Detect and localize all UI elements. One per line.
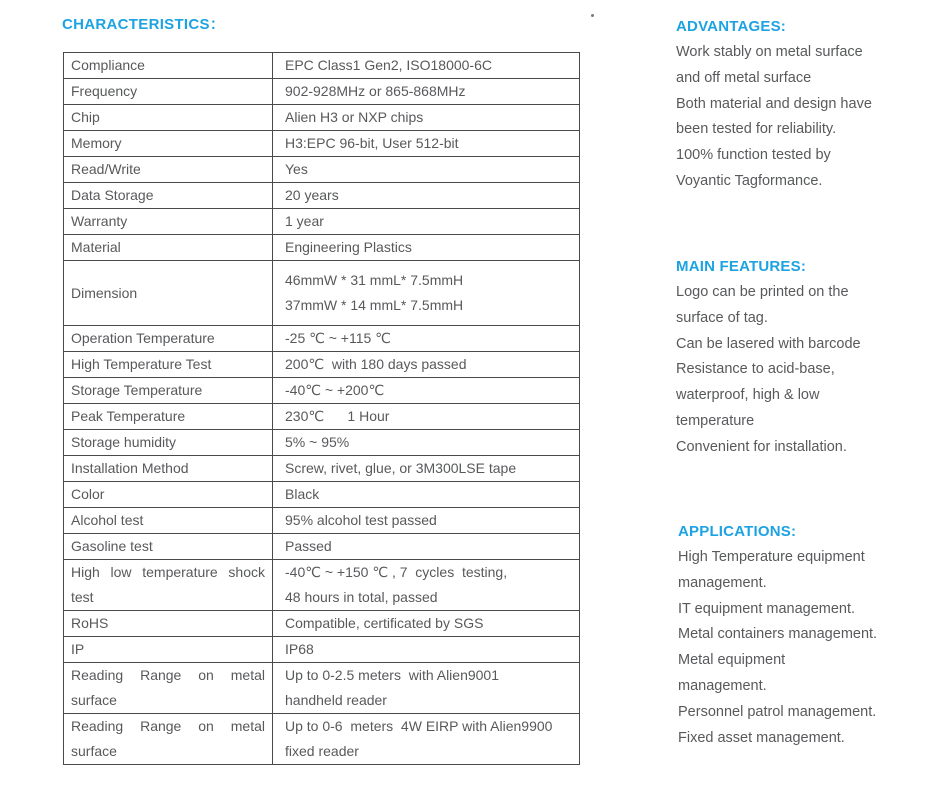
table-row — [64, 534, 580, 560]
text-line: Resistance to acid-base, — [676, 361, 835, 378]
spec-label: Storage Temperature — [64, 378, 273, 404]
table-row — [64, 430, 580, 456]
spec-label: Dimension — [64, 261, 273, 326]
text-line: Convenient for installation. — [676, 438, 847, 455]
table-row — [64, 404, 580, 430]
spec-value: H3:EPC 96-bit, User 512-bit — [273, 131, 580, 157]
spec-label: Warranty — [64, 209, 273, 235]
text-line: Metal equipment — [678, 652, 786, 669]
spec-label: RoHS — [64, 611, 273, 637]
spec-value: -25 ℃ ~ +115 ℃ — [273, 326, 580, 352]
spec-value: Up to 0-6 meters 4W EIRP with Alien9900 fixed reader — [273, 714, 580, 765]
main-features-text — [676, 280, 950, 461]
spec-value: Black — [273, 482, 580, 508]
spec-table — [63, 52, 580, 765]
table-row — [64, 508, 580, 534]
spec-value: 230℃ 1 Hour — [273, 404, 580, 430]
table-row — [64, 714, 580, 765]
table-row — [64, 105, 580, 131]
spec-label: Reading Range on metal surface — [64, 714, 273, 765]
spec-label: Reading Range on metal surface — [64, 663, 273, 714]
table-row — [64, 352, 580, 378]
table-row — [64, 560, 580, 611]
table-row — [64, 482, 580, 508]
spec-label: Installation Method — [64, 456, 273, 482]
advantages-heading: ADVANTAGES: — [676, 18, 786, 35]
spec-value: 20 years — [273, 183, 580, 209]
table-row — [64, 326, 580, 352]
characteristics-title: CHARACTERISTICS： — [62, 16, 226, 33]
spec-value: Compatible, certificated by SGS — [273, 611, 580, 637]
applications-text — [678, 545, 951, 751]
table-row — [64, 53, 580, 79]
text-line: High Temperature equipment — [678, 549, 865, 565]
text-line: been tested for reliability. — [676, 121, 837, 138]
spec-value: 5% ~ 95% — [273, 430, 580, 456]
table-row — [64, 663, 580, 714]
spec-label: Gasoline test — [64, 534, 273, 560]
spec-label: Operation Temperature — [64, 326, 273, 352]
spec-label: Read/Write — [64, 157, 273, 183]
text-line: management. — [678, 677, 767, 694]
spec-label: IP — [64, 637, 273, 663]
spec-label: Storage humidity — [64, 430, 273, 456]
spec-value: Alien H3 or NXP chips — [273, 105, 580, 131]
text-line: Fixed asset management. — [678, 729, 845, 746]
spec-label: Peak Temperature — [64, 404, 273, 430]
table-row — [64, 235, 580, 261]
main-features-heading: MAIN FEATURES: — [676, 258, 807, 275]
spec-value: 95% alcohol test passed — [273, 508, 580, 534]
spec-label: Color — [64, 482, 273, 508]
applications-section — [676, 519, 951, 751]
spec-value: Engineering Plastics — [273, 235, 580, 261]
text-line: Both material and design have — [676, 95, 872, 112]
spec-label: Frequency — [64, 79, 273, 105]
table-row — [64, 131, 580, 157]
spec-label: Chip — [64, 105, 273, 131]
spec-table-body — [64, 53, 580, 765]
text-line: Logo can be printed on the — [676, 284, 849, 300]
spec-value: 200℃ with 180 days passed — [273, 352, 580, 378]
text-line: Can be lasered with barcode — [676, 335, 861, 352]
spec-value: Up to 0-2.5 meters with Alien9001 handheld reader — [273, 663, 580, 714]
table-row — [64, 183, 580, 209]
spec-label: High Temperature Test — [64, 352, 273, 378]
advantages-text — [676, 40, 950, 195]
spec-value: -40℃ ~ +200℃ — [273, 378, 580, 404]
text-line: Work stably on metal surface — [676, 44, 863, 60]
text-line: IT equipment management. — [678, 600, 856, 617]
table-row — [64, 209, 580, 235]
table-row — [64, 456, 580, 482]
text-line: Voyantic Tagformance. — [676, 172, 823, 189]
spec-value: -40℃ ~ +150 ℃ , 7 cycles testing, 48 hours in total, passed — [273, 560, 580, 611]
table-row — [64, 637, 580, 663]
main-features-section — [676, 254, 950, 461]
text-line: 100% function tested by — [676, 147, 831, 164]
spec-value: EPC Class1 Gen2, ISO18000-6C — [273, 53, 580, 79]
text-line: Personnel patrol management. — [678, 703, 877, 720]
advantages-section — [676, 14, 950, 195]
stray-dot — [591, 14, 594, 17]
applications-heading: APPLICATIONS: — [678, 523, 797, 540]
spec-value: IP68 — [273, 637, 580, 663]
table-row — [64, 79, 580, 105]
spec-value: Yes — [273, 157, 580, 183]
text-line: waterproof, high & low — [676, 387, 820, 404]
text-line: and off metal surface — [676, 69, 812, 86]
table-row — [64, 157, 580, 183]
spec-value: 1 year — [273, 209, 580, 235]
spec-label: Alcohol test — [64, 508, 273, 534]
spec-label: Compliance — [64, 53, 273, 79]
text-line: Metal containers management. — [678, 626, 878, 643]
spec-value: 902-928MHz or 865-868MHz — [273, 79, 580, 105]
table-row — [64, 378, 580, 404]
spec-value: 46mmW * 31 mmL* 7.5mmH 37mmW * 14 mmL* 7.5mmH — [273, 261, 580, 326]
spec-label: Material — [64, 235, 273, 261]
text-line: temperature — [676, 412, 755, 429]
spec-value: Screw, rivet, glue, or 3M300LSE tape — [273, 456, 580, 482]
text-line: management. — [678, 574, 767, 591]
table-row — [64, 611, 580, 637]
text-line: surface of tag. — [676, 309, 768, 326]
spec-label: High low temperature shock test — [64, 560, 273, 611]
spec-label: Memory — [64, 131, 273, 157]
table-row — [64, 261, 580, 326]
spec-value: Passed — [273, 534, 580, 560]
spec-label: Data Storage — [64, 183, 273, 209]
